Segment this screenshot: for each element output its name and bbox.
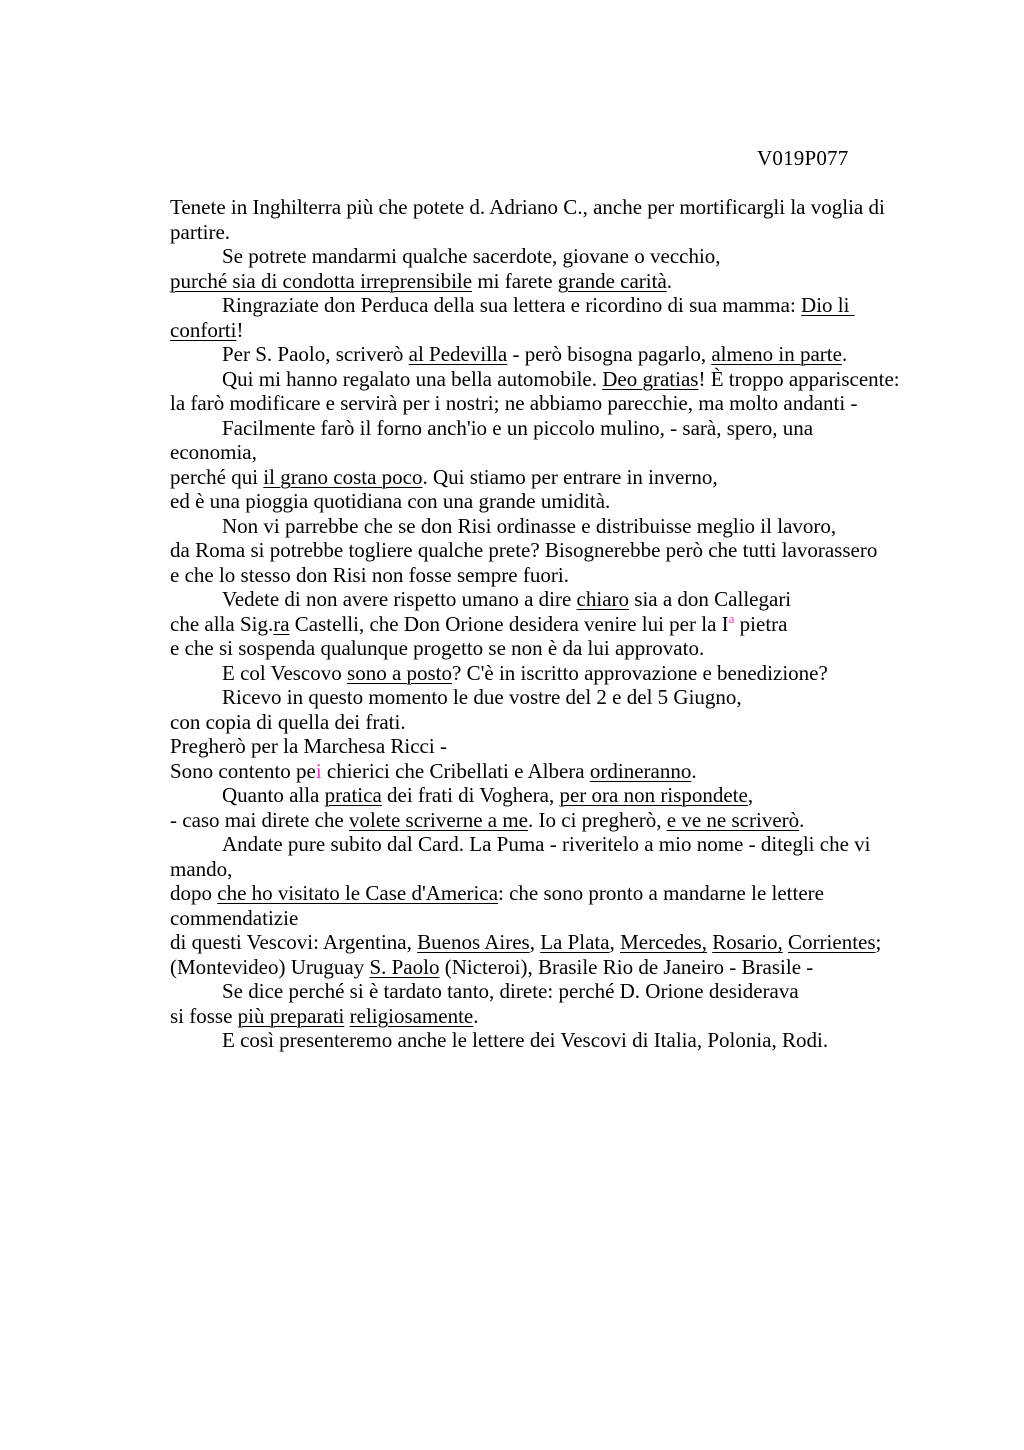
underlined-text: Mercedes, (620, 930, 707, 954)
text-segment: - però bisogna pagarlo, (507, 342, 712, 366)
underlined-text: Rosario, (712, 930, 783, 954)
text-segment: . (799, 807, 805, 832)
text-segment: Per S. Paolo, scriverò (222, 342, 409, 366)
underlined-text: al Pedevilla (408, 342, 508, 366)
text-line (170, 661, 902, 686)
underlined-text: S. Paolo (369, 954, 440, 979)
underlined-text: volete scriverne a me (349, 807, 528, 832)
text-segment: mi farete (472, 268, 558, 293)
underlined-text: Corrientes (788, 930, 876, 954)
underlined-text: che ho visitato le Case d'America (217, 881, 499, 905)
text-line (170, 293, 902, 318)
text-line (170, 489, 902, 514)
text-line (170, 416, 902, 465)
text-segment: . (841, 342, 848, 366)
text-line (170, 906, 902, 931)
text-segment: Ricevo in questo momento le due vostre del 2 e del 5 Giugno, (222, 685, 742, 709)
underlined-text: per ora non rispondete (559, 783, 748, 807)
text-line (170, 563, 902, 588)
text-segment: partire. (170, 219, 231, 244)
text-line (170, 538, 902, 563)
underlined-text: ra (273, 611, 290, 636)
text-segment: , (529, 930, 541, 954)
text-line (170, 783, 902, 808)
superscript-text: a (728, 610, 735, 626)
text-segment: (Nicteroi), Brasile Rio de Janeiro - Brasile - (439, 954, 814, 979)
underlined-text: Deo gratias (602, 366, 699, 391)
text-segment: Castelli, che Don Orione desidera venire lui per la I (289, 611, 729, 636)
text-segment: E col Vescovo (222, 660, 348, 685)
text-segment: dei frati di Voghera, (381, 783, 560, 807)
text-segment: ? C'è in iscritto approvazione e benedizione? (452, 660, 828, 685)
text-line (170, 1028, 902, 1053)
text-line (170, 636, 902, 661)
text-segment: i (315, 758, 322, 783)
text-segment: : che sono pronto a mandarne le lettere (498, 881, 824, 905)
text-segment: di questi Vescovi: Argentina, (170, 930, 418, 954)
text-segment: con copia di quella dei frati. (170, 709, 406, 734)
text-segment: la farò modificare e servirà per i nostri; ne abbiamo parecchie, ma molto andanti - (170, 391, 858, 415)
text-segment: Sono contento pe (170, 758, 316, 783)
text-segment: mando, (170, 856, 233, 881)
text-segment: , (747, 783, 754, 807)
underlined-text: e ve ne scriverò (666, 807, 800, 832)
text-segment: Se dice perché si è tardato tanto, direte: perché D. Orione desiderava (222, 979, 799, 1003)
text-segment: . (691, 758, 697, 783)
text-segment: Qui mi hanno regalato una bella automobile. (222, 366, 603, 391)
text-line (170, 342, 902, 367)
text-segment: . (473, 1003, 479, 1028)
underlined-text: grande carità (557, 268, 667, 293)
text-line (170, 685, 902, 710)
text-segment: E così presenteremo anche le lettere dei Vescovi di Italia, Polonia, Rodi. (222, 1028, 829, 1052)
text-segment: perché qui (170, 464, 264, 489)
document-ref: V019P077 (757, 146, 849, 170)
text-segment: Andate pure subito dal Card. La Puma - riveritelo a mio nome - ditegli che vi (222, 832, 871, 856)
text-line (170, 391, 902, 416)
text-line (170, 465, 902, 490)
text-line (170, 367, 902, 392)
underlined-text: pratica (324, 783, 382, 807)
text-line (170, 514, 902, 539)
text-line (170, 1004, 902, 1029)
text-segment: Non vi parrebbe che se don Risi ordinasse e distribuisse meglio il lavoro, (222, 513, 837, 538)
text-segment: ed è una pioggia quotidiana con una grande umidità. (170, 489, 611, 513)
text-segment: . (666, 268, 673, 293)
text-line (170, 195, 902, 220)
text-segment: Facilmente farò il forno anch'io e un piccolo mulino, - sarà, spero, una economia, (170, 415, 819, 464)
text-segment: ; (875, 930, 882, 954)
underlined-text: La Plata (540, 930, 610, 954)
underlined-text: sono a posto (347, 660, 453, 685)
text-segment: . Io ci pregherò, (528, 807, 667, 832)
text-segment: Quanto alla (222, 783, 325, 807)
underlined-text: il grano costa poco (263, 464, 423, 489)
text-segment: dopo (170, 881, 218, 905)
text-segment: chierici che Cribellati e Albera (321, 758, 590, 783)
text-segment: Pregherò per la Marchesa Ricci - (170, 734, 447, 758)
text-segment: ! È troppo appariscente: (698, 366, 900, 391)
underlined-text: più preparati (237, 1003, 345, 1028)
text-segment: da Roma si potrebbe togliere qualche prete? Bisognerebbe però che tutti lavorassero (170, 538, 878, 562)
underlined-text: almeno in parte (711, 342, 842, 366)
text-line (170, 857, 902, 882)
text-segment: sia a don Callegari (629, 587, 792, 611)
text-segment: (Montevideo) Uruguay (170, 954, 370, 979)
text-segment: . Qui stiamo per entrare in inverno, (422, 464, 718, 489)
text-line (170, 808, 902, 833)
text-line (170, 587, 902, 612)
text-line (170, 220, 902, 245)
underlined-text: religiosamente (349, 1003, 474, 1028)
text-line (170, 244, 902, 269)
text-segment: e che si sospenda qualunque progetto se non è da lui approvato. (170, 636, 705, 660)
text-line (170, 734, 902, 759)
text-line (170, 979, 902, 1004)
text-segment: commendatizie (170, 905, 299, 930)
underlined-text: Dio li (801, 293, 855, 317)
text-line (170, 318, 902, 343)
text-segment: si fosse (170, 1003, 238, 1028)
text-segment: e che lo stesso don Risi non fosse sempre fuori. (170, 562, 569, 587)
text-line (170, 612, 902, 637)
text-segment: Vedete di non avere rispetto umano a dire (222, 587, 577, 611)
text-line (170, 930, 902, 955)
text-segment: ! (236, 317, 244, 342)
letter-body (170, 195, 902, 1053)
text-line (170, 881, 902, 906)
text-segment: pietra (734, 611, 788, 636)
text-segment: Tenete in Inghilterra più che potete d. Adriano C., anche per mortificargli la voglia di (170, 195, 885, 219)
text-segment: - caso mai direte che (170, 807, 349, 832)
text-segment: che alla Sig. (170, 611, 274, 636)
text-line (170, 832, 902, 857)
underlined-text: ordineranno (589, 758, 692, 783)
text-line (170, 759, 902, 784)
text-segment: Ringraziate don Perduca della sua lettera e ricordino di sua mamma: (222, 293, 802, 317)
underlined-text: Buenos Aires (417, 930, 530, 954)
underlined-text: chiaro (576, 587, 630, 611)
text-line (170, 955, 902, 980)
text-line (170, 269, 902, 294)
underlined-text: purché sia di condotta irreprensibile (170, 268, 473, 293)
text-segment: , (609, 930, 621, 954)
text-segment: Se potrete mandarmi qualche sacerdote, giovane o vecchio, (222, 244, 721, 268)
underlined-text: conforti (170, 317, 237, 342)
text-line (170, 710, 902, 735)
